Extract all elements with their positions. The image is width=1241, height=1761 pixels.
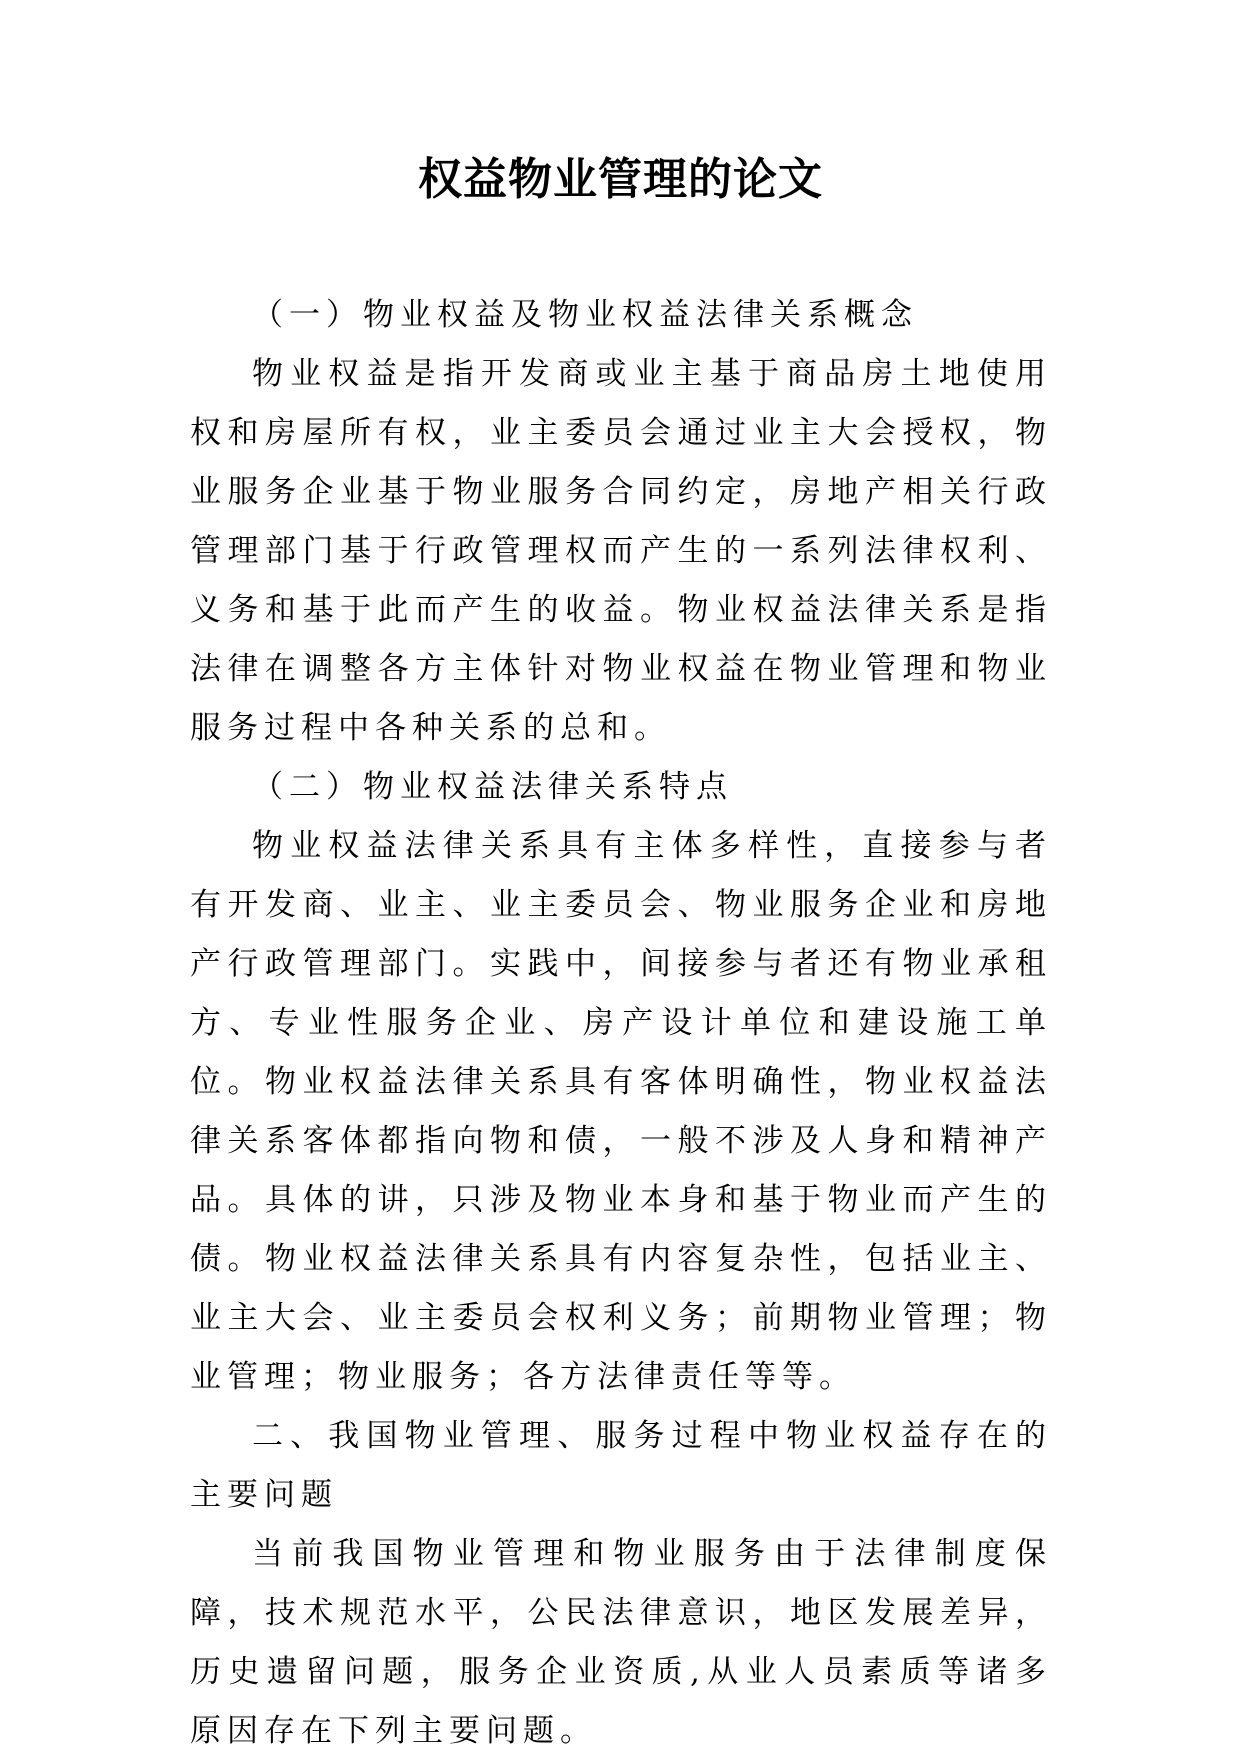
document-body bbox=[190, 286, 1052, 1761]
paragraph-problems: 当前我国物业管理和物业服务由于法律制度保障，技术规范水平，公民法律意识，地区发展差异，历史遗留问题，服务企业资质,从业人员素质等诸多原因存在下列主要问题。 bbox=[190, 1536, 1052, 1749]
heading-main-problems: 二、我国物业管理、服务过程中物业权益存在的主要问题 bbox=[190, 1418, 1052, 1513]
paragraph-features: 物业权益法律关系具有主体多样性，直接参与者有开发商、业主、业主委员会、物业服务企业和房地产行政管理部门。实践中，间接参与者还有物业承租方、专业性服务企业、房产设计单位和建设施工单位。物业权益法律关系具有客体明确性，物业权益法律关系客体都指向物和债，一般不涉及人身和精神产品。具体的讲，只涉及物业本身和基于物业而产生的债。物业权益法律关系具有内容复杂性，包括业主、业主大会、业主委员会权利义务；前期物业管理；物业管理；物业服务；各方法律责任等等。 bbox=[190, 828, 1052, 1395]
document-title: 权益物业管理的论文 bbox=[418, 154, 823, 205]
subheading-concept: （一）物业权益及物业权益法律关系概念 bbox=[252, 297, 918, 333]
subheading-features: （二）物业权益法律关系特点 bbox=[252, 769, 733, 805]
paragraph-definition: 物业权益是指开发商或业主基于商品房土地使用权和房屋所有权，业主委员会通过业主大会授权，物业服务企业基于物业服务合同约定，房地产相关行政管理部门基于行政管理权而产生的一系列法律权利、义务和基于此而产生的收益。物业权益法律关系是指法律在调整各方主体针对物业权益在物业管理和物业服务过程中各种关系的总和。 bbox=[190, 356, 1052, 746]
